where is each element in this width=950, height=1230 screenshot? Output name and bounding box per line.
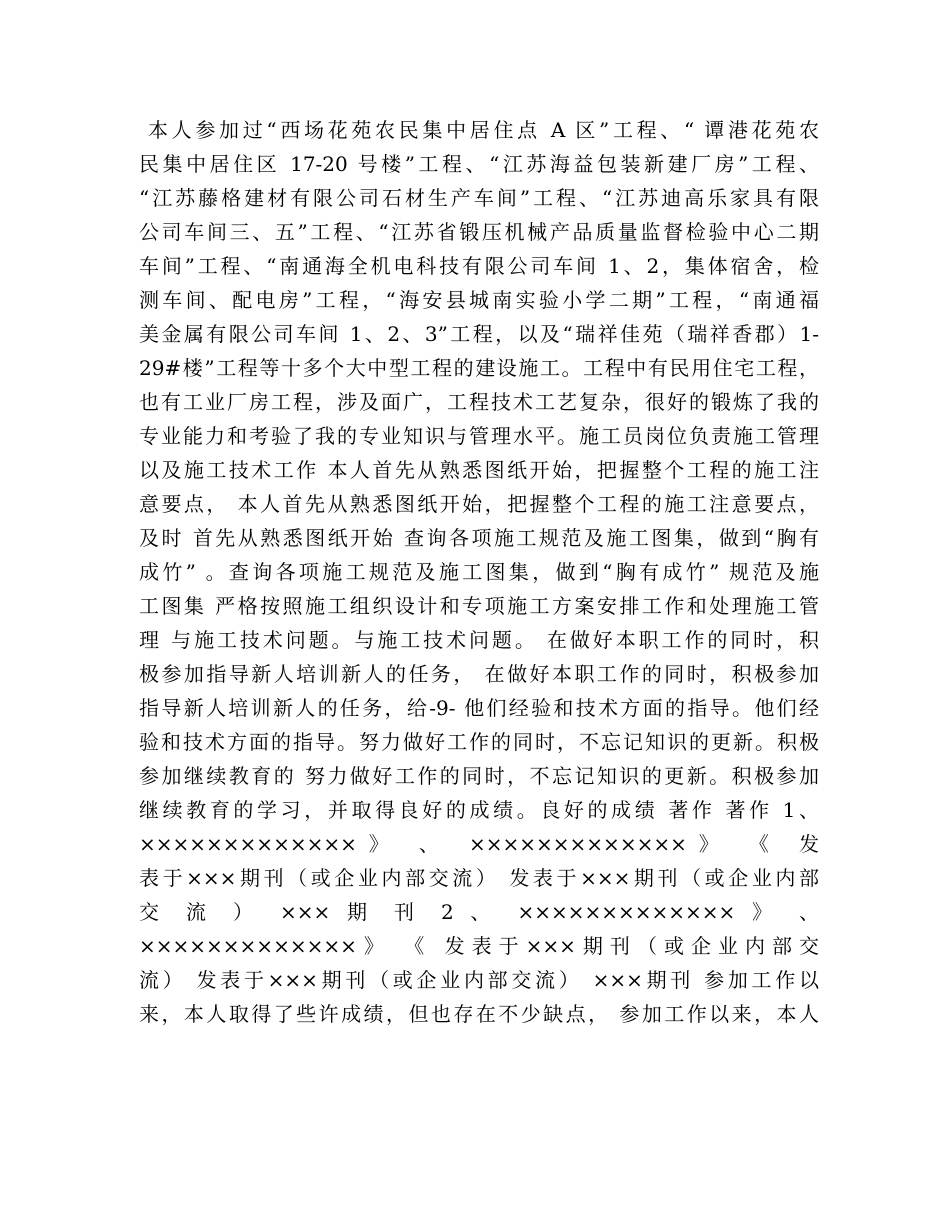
text-line-5: 车间”工程、“南通海全机电科技有限公司车间 1、2，集体宿舍，检 (139, 254, 819, 278)
text-line-26: 流） 发表于×××期刊（或企业内部交流） ×××期刊 参加工作以 (139, 968, 819, 992)
text-line-2: 民集中居住区 17-20 号楼”工程、“江苏海益包装新建厂房”工程、 (139, 152, 819, 176)
text-line-12: 意要点， 本人首先从熟悉图纸开始，把握整个工程的施工注意要点， (139, 492, 819, 516)
text-line-1: 本人参加过“西场花苑农民集中居住点 A 区”工程、“ 谭港花苑农 (148, 118, 819, 142)
text-line-10: 专业能力和考验了我的专业知识与管理水平。施工员岗位负责施工管理 (139, 424, 819, 448)
text-line-27: 来，本人取得了些许成绩，但也存在不少缺点， 参加工作以来，本人 (139, 1002, 819, 1026)
text-line-8: 29#楼”工程等十多个大中型工程的建设施工。工程中有民用住宅工程， (139, 356, 819, 380)
text-line-20: 参加继续教育的 努力做好工作的同时，不忘记知识的更新。积极参加 (139, 764, 819, 788)
text-line-16: 理 与施工技术问题。与施工技术问题。 在做好本职工作的同时，积 (139, 628, 819, 652)
text-line-19: 验和技术方面的指导。努力做好工作的同时，不忘记知识的更新。积极 (139, 730, 819, 754)
text-line-15: 工图集 严格按照施工组织设计和专项施工方案安排工作和处理施工管 (139, 594, 819, 618)
text-line-18: 指导新人培训新人的任务，给-9- 他们经验和技术方面的指导。他们经 (139, 696, 819, 720)
text-line-24: 交 流 ） ××× 期 刊 2 、 ××××××××××××× 》 、 (139, 900, 819, 924)
text-line-13: 及时 首先从熟悉图纸开始 查询各项施工规范及施工图集，做到“胸有 (139, 526, 819, 550)
text-line-22: ×××××××××××××》 、 ×××××××××××××》 《 发 (139, 832, 819, 856)
text-line-17: 极参加指导新人培训新人的任务， 在做好本职工作的同时，积极参加 (139, 662, 819, 686)
text-line-3: “江苏藤格建材有限公司石材生产车间”工程、“江苏迪高乐家具有限 (139, 186, 819, 210)
text-line-14: 成竹” 。查询各项施工规范及施工图集，做到“胸有成竹” 规范及施 (139, 560, 819, 584)
text-line-25: ×××××××××××××》 《 发表于×××期刊（或企业内部交 (139, 934, 819, 958)
text-line-23: 表于×××期刊（或企业内部交流） 发表于×××期刊（或企业内部 (139, 866, 819, 890)
text-line-21: 继续教育的学习，并取得良好的成绩。良好的成绩 著作 著作 1、 (139, 798, 819, 822)
text-line-9: 也有工业厂房工程，涉及面广，工程技术工艺复杂，很好的锻炼了我的 (139, 390, 819, 414)
text-line-4: 公司车间三、五”工程、“江苏省锻压机械产品质量监督检验中心二期 (139, 220, 819, 244)
text-line-11: 以及施工技术工作 本人首先从熟悉图纸开始，把握整个工程的施工注 (139, 458, 819, 482)
text-line-7: 美金属有限公司车间 1、2、3”工程，以及“瑞祥佳苑（瑞祥香郡）1- (139, 322, 819, 346)
body-text (139, 113, 819, 1031)
text-line-6: 测车间、配电房”工程，“海安县城南实验小学二期”工程，“南通福 (139, 288, 819, 312)
